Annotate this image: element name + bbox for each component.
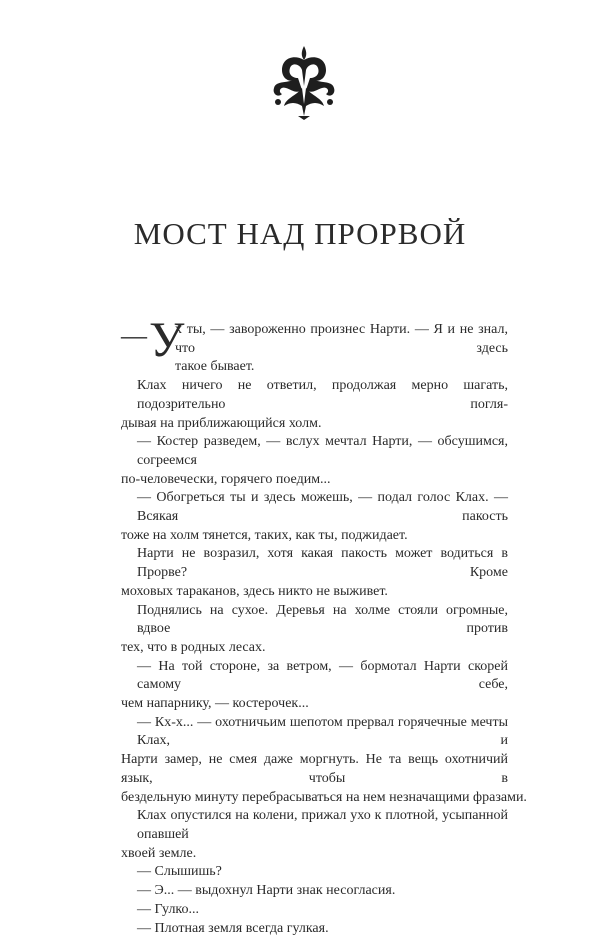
drop-dash: — — [121, 327, 147, 346]
text-line: по-человечески, горячего поедим... — [121, 471, 508, 490]
ornament-icon — [268, 44, 340, 120]
text-line: — Э... — выдохнул Нарти знак несогласия. — [121, 882, 508, 901]
text-line: тоже на холм тянется, таких, как ты, поджидает. — [121, 527, 508, 546]
text-line: — На той стороне, за ветром, — бормотал Нарти скорей самому себе, — [121, 658, 508, 695]
text-line: Нарти замер, не смея даже моргнуть. Не та вещь охотничий язык, чтобы в — [121, 751, 508, 788]
text-line: — Обогреться ты и здесь можешь, — подал голос Клах. — Всякая пакость — [121, 489, 508, 526]
text-line: — Костер разведем, — вслух мечтал Нарти, — обсушимся, согреемся — [121, 433, 508, 470]
text-line: — Кх-х... — охотничьим шепотом прервал горячечные мечты Клах, и — [121, 714, 508, 751]
text-line: бездельную минуту перебрасываться на нем незначащими фразами. — [121, 789, 508, 808]
text-line: такое бывает. — [121, 358, 508, 377]
text-line: моховых тараканов, здесь никто не выживет. — [121, 583, 508, 602]
text-line: Нарти не возразил, хотя какая пакость может водиться в Прорве? Кроме — [121, 545, 508, 582]
text-line: х ты, — завороженно произнес Нарти. — Я и не знал, что здесь — [121, 321, 508, 358]
text-line: хвоей земле. — [121, 845, 508, 864]
drop-cap: У — [149, 315, 184, 363]
text-line: тех, что в родных лесах. — [121, 639, 508, 658]
text-line: Поднялись на сухое. Деревья на холме стояли огромные, вдвое против — [121, 602, 508, 639]
text-line: дывая на приближающийся холм. — [121, 415, 508, 434]
chapter-body — [121, 321, 508, 938]
chapter-title: МОСТ НАД ПРОРВОЙ — [0, 216, 600, 252]
text-line: — Плотная земля всегда гулкая. — [121, 920, 508, 938]
text-line: — Гулко... — [121, 901, 508, 920]
text-line: — Слышишь? — [121, 863, 508, 882]
text-line: Клах опустился на колени, прижал ухо к плотной, усыпанной опавшей — [121, 807, 508, 844]
text-line: Клах ничего не ответил, продолжая мерно шагать, подозрительно погля- — [121, 377, 508, 414]
text-line: чем напарнику, — костерочек... — [121, 695, 508, 714]
